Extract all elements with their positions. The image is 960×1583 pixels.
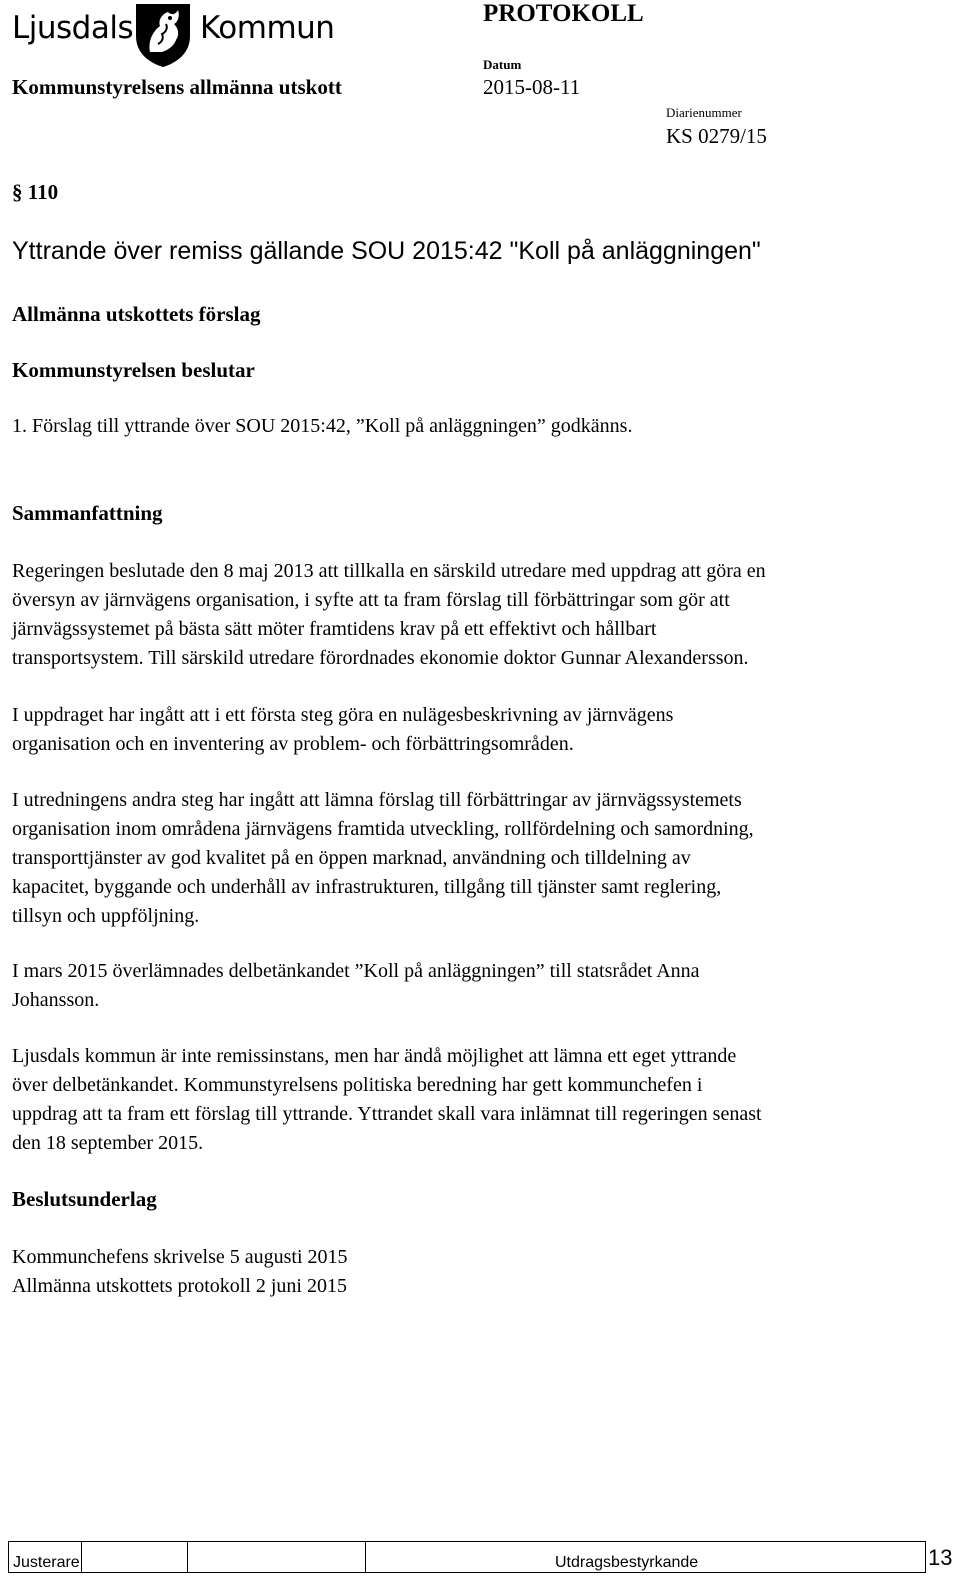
text-line: organisation inom områdena järnvägens framtida utveckling, rollfördelning och samordning, bbox=[12, 818, 754, 840]
signature-footer bbox=[8, 1541, 926, 1573]
municipality-logo bbox=[10, 2, 340, 70]
summary-paragraph-2 bbox=[12, 701, 952, 759]
organisation-name: Kommunstyrelsens allmänna utskott bbox=[12, 75, 342, 99]
text-line: tillsyn och uppföljning. bbox=[12, 905, 200, 927]
summary-paragraph-5 bbox=[12, 1042, 952, 1158]
registry-number-label: Diarienummer bbox=[666, 105, 742, 120]
proposal-heading: Allmänna utskottets förslag bbox=[12, 302, 261, 326]
text-line: kapacitet, byggande och underhåll av infrastrukturen, tillgång till tjänster samt reglering, bbox=[12, 876, 722, 898]
text-line: den 18 september 2015. bbox=[12, 1132, 204, 1154]
footer-cell bbox=[187, 1542, 366, 1572]
text-line: översyn av järnvägens organisation, i syfte att ta fram förslag till förbättringar som gör att bbox=[12, 589, 730, 611]
paragraph-number: § 110 bbox=[12, 180, 59, 204]
text-line: över delbetänkandet. Kommunstyrelsens politiska beredning har gett kommunchefen i bbox=[12, 1074, 703, 1096]
text-line: transportsystem. Till särskild utredare förordnades ekonomie doktor Gunnar Alexandersson. bbox=[12, 647, 749, 669]
text-line: Johansson. bbox=[12, 989, 100, 1011]
date-value: 2015-08-11 bbox=[483, 75, 581, 99]
basis-heading: Beslutsunderlag bbox=[12, 1187, 157, 1211]
decision-heading: Kommunstyrelsen beslutar bbox=[12, 358, 255, 382]
text-line: transporttjänster av god kvalitet på en öppen marknad, användning och tilldelning av bbox=[12, 847, 691, 869]
text-line: uppdrag att ta fram ett förslag till yttrande. Yttrandet skall vara inlämnat till regeringen senast bbox=[12, 1103, 762, 1125]
registry-number-value: KS 0279/15 bbox=[666, 124, 767, 148]
footer-cell bbox=[81, 1542, 188, 1572]
text-line: Regeringen beslutade den 8 maj 2013 att tillkalla en särskild utredare med uppdrag att göra en bbox=[12, 560, 766, 582]
logo-text-left: Ljusdals bbox=[12, 10, 134, 46]
logo-text-right: Kommun bbox=[200, 10, 335, 46]
summary-paragraph-3 bbox=[12, 786, 952, 931]
date-label: Datum bbox=[483, 57, 522, 72]
text-line: organisation och en inventering av problem- och förbättringsområden. bbox=[12, 733, 574, 755]
decision-item: 1. Förslag till yttrande över SOU 2015:42, ”Koll på anläggningen” godkänns. bbox=[12, 415, 633, 437]
text-line: Ljusdals kommun är inte remissinstans, men har ändå möjlighet att lämna ett eget yttrande bbox=[12, 1045, 737, 1067]
utdragsbestyrkande-label: Utdragsbestyrkande bbox=[555, 1554, 699, 1571]
summary-heading: Sammanfattning bbox=[12, 501, 163, 525]
summary-paragraph-4 bbox=[12, 957, 952, 1015]
page-title: Yttrande över remiss gällande SOU 2015:42 "Koll på anläggningen" bbox=[12, 237, 761, 265]
crest-icon bbox=[132, 2, 194, 68]
text-line: I utredningens andra steg har ingått att lämna förslag till förbättringar av järnvägssystemets bbox=[12, 789, 742, 811]
text-line: I mars 2015 överlämnades delbetänkandet ”Koll på anläggningen” till statsrådet Anna bbox=[12, 960, 700, 982]
summary-paragraph-1 bbox=[12, 557, 952, 673]
basis-item: Kommunchefens skrivelse 5 augusti 2015 bbox=[12, 1246, 348, 1268]
basis-list bbox=[12, 1243, 952, 1301]
document-type: PROTOKOLL bbox=[483, 0, 644, 27]
page-number: 13 bbox=[928, 1545, 953, 1570]
text-line: I uppdraget har ingått att i ett första steg göra en nulägesbeskrivning av järnvägens bbox=[12, 704, 674, 726]
text-line: järnvägssystemet på bästa sätt möter framtidens krav på ett effektivt och hållbart bbox=[12, 618, 657, 640]
justerare-label: Justerare bbox=[13, 1554, 80, 1571]
basis-item: Allmänna utskottets protokoll 2 juni 2015 bbox=[12, 1275, 347, 1297]
